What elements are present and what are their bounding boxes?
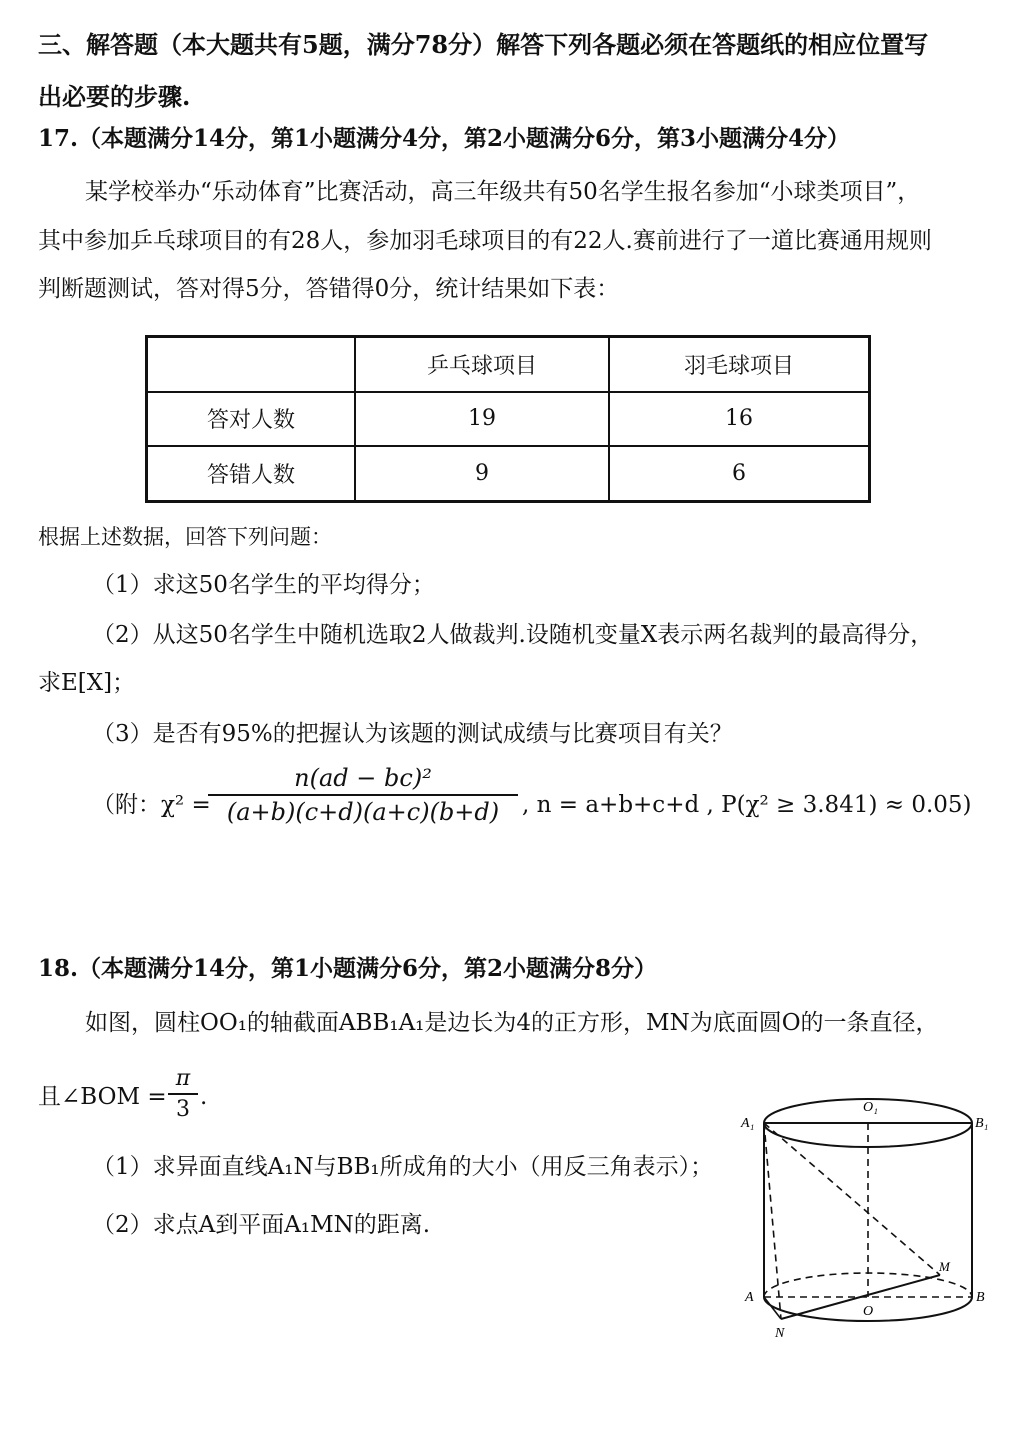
label-o: O: [863, 1304, 874, 1319]
angle-period: .: [200, 1084, 208, 1110]
q17-para3: 判断题测试，答对得5分，答错得0分，统计结果如下表：: [38, 276, 620, 302]
label-b1: B₁: [975, 1116, 989, 1131]
label-b: B: [976, 1290, 985, 1305]
table-header-cell: 羽毛球项目: [609, 337, 870, 392]
table-cell: 答错人数: [147, 446, 356, 501]
q17-header: 17.（本题满分14分，第1小题满分4分，第2小题满分6分，第3小题满分4分）: [38, 125, 851, 152]
label-o1: O₁: [863, 1100, 878, 1115]
table-row: [147, 446, 870, 501]
q18-header: 18.（本题满分14分，第1小题满分6分，第2小题满分8分）: [38, 955, 658, 982]
table-header-cell: [147, 337, 356, 392]
table-cell: 答对人数: [147, 392, 356, 446]
label-a1: A₁: [741, 1116, 755, 1131]
q17-lead: 根据上述数据，回答下列问题：: [38, 525, 332, 549]
q17-stats-table: [145, 335, 871, 503]
fraction-bar: [168, 1093, 198, 1095]
segment-an: [764, 1297, 781, 1319]
q17-formula-prefix: （附：χ² =: [92, 792, 211, 818]
table-header-cell: 乒乓球项目: [355, 337, 609, 392]
segment-a1n: [764, 1123, 781, 1319]
q17-part3: （3）是否有95%的把握认为该题的测试成绩与比赛项目有关？: [92, 721, 733, 747]
q18-para1: 如图，圆柱OO₁的轴截面ABB₁A₁是边长为4的正方形，MN为底面圆O的一条直径，: [85, 1010, 939, 1036]
table-cell: 16: [609, 392, 870, 446]
q18-part1: （1）求异面直线A₁N与BB₁所成角的大小（用反三角表示）；: [92, 1154, 714, 1180]
formula-denominator: (a+b)(c+d)(a+c)(b+d): [226, 798, 500, 826]
table-cell: 6: [609, 446, 870, 501]
q17-part2-line2: 求E[X]；: [38, 670, 136, 696]
section-heading-line2: 出必要的步骤.: [38, 82, 191, 111]
table-row: [147, 392, 870, 446]
q18-angle-fraction: [168, 1066, 198, 1122]
q17-formula-fraction: [208, 764, 518, 826]
section-heading-line1: 三、解答题（本大题共有5题，满分78分）解答下列各题必须在答题纸的相应位置写: [38, 30, 929, 59]
table-header-row: [147, 337, 870, 392]
angle-denominator: 3: [176, 1097, 190, 1122]
q18-angle-prefix: 且∠BOM =: [38, 1084, 167, 1110]
q17-formula-suffix: , n = a+b+c+d , P(χ² ≥ 3.841) ≈ 0.05): [522, 792, 972, 818]
label-m: M: [939, 1259, 950, 1274]
q18-part2: （2）求点A到平面A₁MN的距离.: [92, 1212, 431, 1238]
q17-para2: 其中参加乒乓球项目的有28人，参加羽毛球项目的有22人.赛前进行了一道比赛通用规则: [38, 228, 932, 254]
q17-part2-line1: （2）从这50名学生中随机选取2人做裁判.设随机变量X表示两名裁判的最高得分，: [92, 622, 934, 648]
label-a: A: [745, 1290, 754, 1305]
table-cell: 9: [355, 446, 609, 501]
fraction-bar: [208, 794, 518, 796]
label-n: N: [775, 1326, 785, 1341]
angle-numerator: π: [175, 1066, 191, 1091]
q17-part1: （1）求这50名学生的平均得分；: [92, 572, 435, 598]
formula-numerator: n(ad − bc)²: [294, 764, 432, 792]
cylinder-figure: [735, 1085, 995, 1355]
q17-para1: 某学校举办“乐动体育”比赛活动，高三年级共有50名学生报名参加“小球类项目”，: [85, 179, 921, 205]
table-cell: 19: [355, 392, 609, 446]
